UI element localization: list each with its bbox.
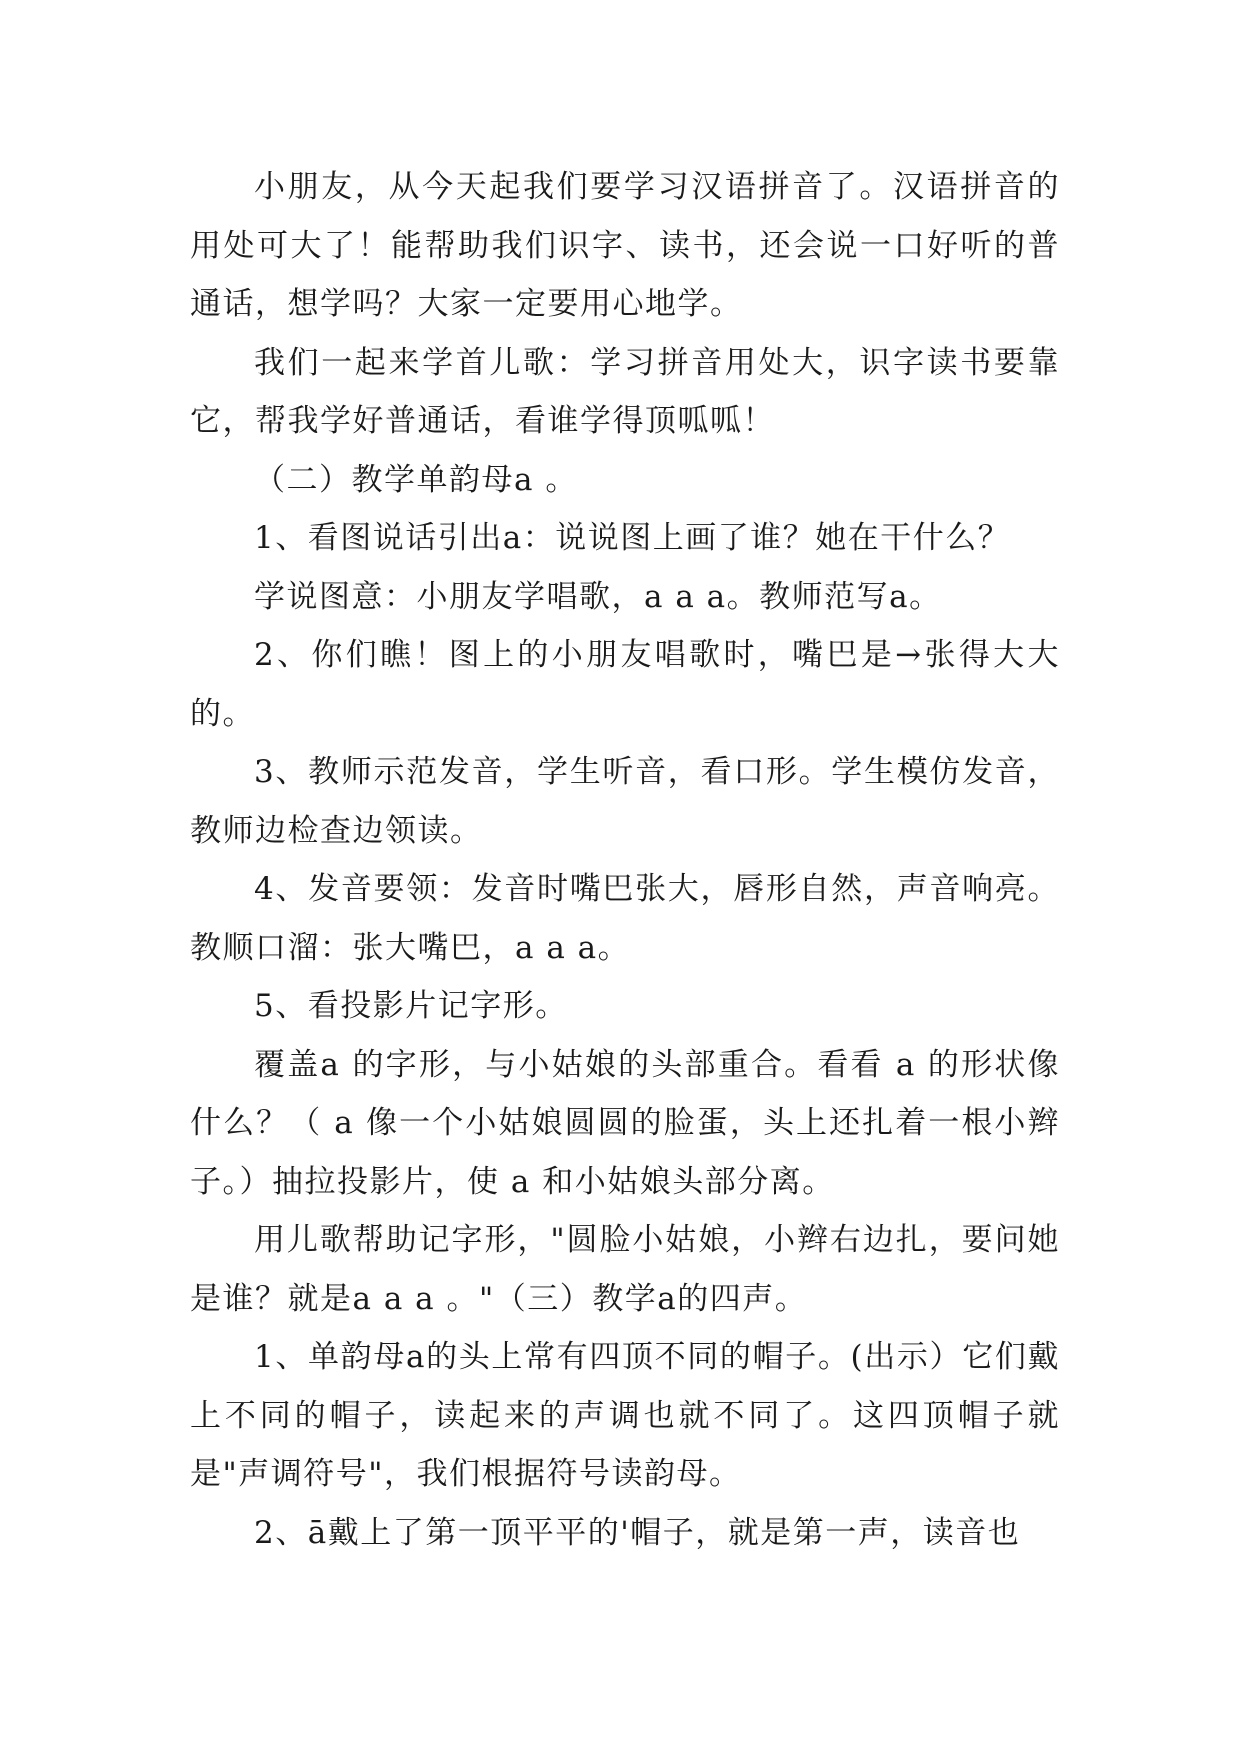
- paragraph-step-1: 1、看图说话引出a：说说图上画了谁？她在干什么？: [254, 520, 1011, 556]
- paragraph-nursery-rhyme: 我们一起来学首儿歌：学习拼音用处大，识字读书要靠它，帮我学好普通话，看谁学得顶呱呱！: [190, 344, 1060, 439]
- paragraph-step-3: 3、教师示范发音，学生听音，看口形。学生模仿发音，教师边检查边领读。: [190, 754, 1060, 849]
- paragraph-letter-shape: 覆盖a 的字形，与小姑娘的头部重合。看看 a 的形状像什么？（ a 像一个小姑娘圆圆的脸蛋，头上还扎着一根小辫子。）抽拉投影片，使 a 和小姑娘头部分离。: [190, 1046, 1060, 1200]
- paragraph-step-4: 4、发音要领：发音时嘴巴张大，唇形自然，声音响亮。教顺口溜：张大嘴巴，a a a。: [190, 871, 1060, 966]
- section-heading-teach-a: （二）教学单韵母a 。: [254, 461, 578, 498]
- paragraph-tones-2: 2、ā戴上了第一顶平平的'帽子，就是第一声，读音也: [254, 1514, 1021, 1551]
- paragraph-intro: 小朋友，从今天起我们要学习汉语拼音了。汉语拼音的用处可大了！能帮助我们识字、读书，还会说一口好听的普通话，想学吗？大家一定要用心地学。: [190, 169, 1060, 322]
- paragraph-tones-1: 1、单韵母a的头上常有四顶不同的帽子。(出示）它们戴上不同的帽子，读起来的声调也就不同了。这四顶帽子就是"声调符号"，我们根据符号读韵母。: [190, 1339, 1060, 1492]
- paragraph-step-2: 2、你们瞧！图上的小朋友唱歌时，嘴巴是→张得大大的。: [190, 637, 1060, 732]
- paragraph-picture-meaning: 学说图意：小朋友学唱歌，a a a。教师范写a。: [254, 578, 942, 615]
- document-body: [190, 158, 1060, 1562]
- paragraph-shape-rhyme: 用儿歌帮助记字形，"圆脸小姑娘，小辫右边扎，要问她是谁？就是a a a 。"（三）教学a的四声。: [190, 1222, 1060, 1317]
- paragraph-step-5: 5、看投影片记字形。: [254, 988, 568, 1024]
